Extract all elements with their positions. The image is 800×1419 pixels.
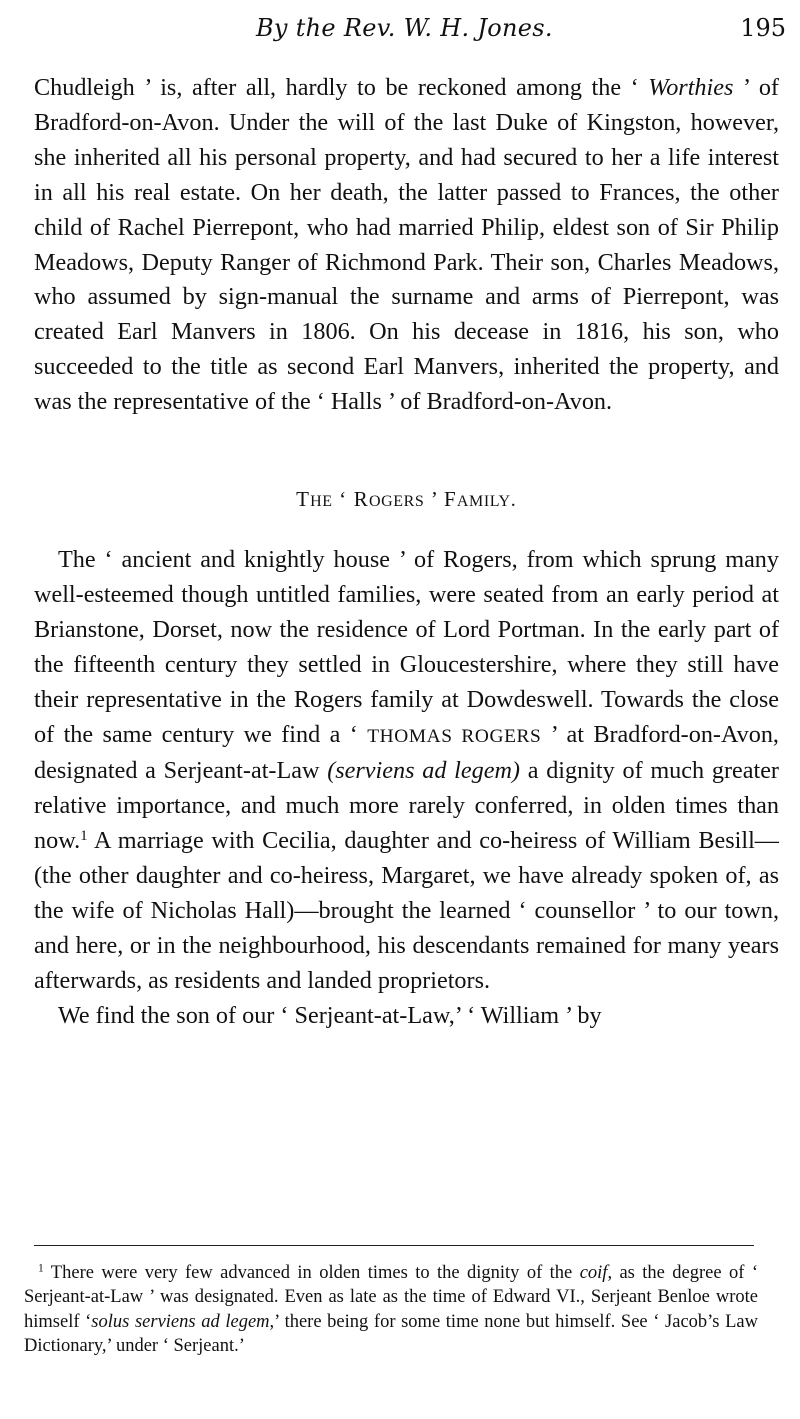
small-caps-name: THOMAS ROGERS bbox=[367, 725, 542, 747]
section-heading: THE ‘ ROGERS ’ FAMILY. bbox=[296, 487, 517, 512]
footnote-marker: 1 bbox=[38, 1262, 44, 1275]
paragraph-rogers-family bbox=[34, 543, 779, 999]
footnote-rule bbox=[34, 1245, 754, 1246]
page-number: 195 bbox=[740, 14, 786, 42]
paragraph-continued bbox=[34, 71, 779, 420]
paragraph-text: We find the son of our ‘ Serjeant-at-Law,’ ‘ William ’ by bbox=[58, 1001, 602, 1029]
paragraph-text: ’ of Bradford-on-Avon. Under the will of the last Duke of Kingston, however, she inherited all his personal property, and had secured to her a life interest in all his real estate. On her death, the latter passed to Frances, the other child of Rachel Pierrepont, who had married Philip, eldest son of Sir Philip Meadows, Deputy Ranger of Richmond Park. Their son, Charles Meadows, who assumed by sign-manual the surname and arms of Pierrepont, was created Earl Manvers in 1806. On his decease in 1816, his son, who succeeded to the title as second Earl Manvers, inherited the property, and was the representative of the ‘ Halls ’ of Bradford-on-Avon. bbox=[34, 74, 779, 416]
paragraph-text: The ‘ ancient and knightly house ’ of Rogers, from which sprung many well-esteemed though untitled families, were seated from an early period at Brianstone, Dorset, now the residence of Lord Portman. In the early part of the fifteenth century they settled in Gloucestershire, where they still have their representative in the Rogers family at Dowdeswell. Towards the close of the same century we find a ‘ bbox=[34, 545, 779, 748]
footnote-text: $^1$ There were very few advanced in olden times to the dignity of the coif, as the degree of ‘ Serjeant-at-Law ’ was designated. Even as late as the time of Edward VI., Serjeant Benloe wrote himself ‘solus serviens ad legem,’ there being for some time none but himself. See ‘ Jacob’s Law Dictionary,’ under ‘ Serjeant.’ bbox=[24, 1262, 759, 1357]
running-head: By the Rev. W. H. Jones. bbox=[256, 14, 553, 42]
page-header bbox=[34, 14, 786, 48]
footnote-reference: 1 bbox=[80, 827, 88, 844]
paragraph-serjeant-son bbox=[34, 999, 779, 1034]
italic-latin: (serviens ad legem) bbox=[327, 757, 520, 785]
italic-text: Worthies bbox=[648, 74, 734, 101]
paragraph-text: A marriage with Cecilia, daughter and co-heiress of William Besill—(the other daughter and co-heiress, Margaret, we have already spoken of, as the wife of Nicholas Hall)—brought the learned ‘ counsellor ’ to our town, and here, or in the neighbourhood, his descendants remained for many years afterwards, as residents and landed proprietors. bbox=[34, 827, 779, 994]
footnote bbox=[24, 1261, 758, 1359]
paragraph-text: ’ at Bradford-on-Avon, designated a Serjeant-at-Law bbox=[34, 720, 779, 785]
paragraph-text: Chudleigh ’ is, after all, hardly to be reckoned among the ‘ bbox=[34, 74, 649, 101]
body-text bbox=[34, 71, 779, 1034]
paragraph-text: a dignity of much greater relative importance, and much more rarely conferred, in olden times than now. bbox=[34, 757, 779, 855]
